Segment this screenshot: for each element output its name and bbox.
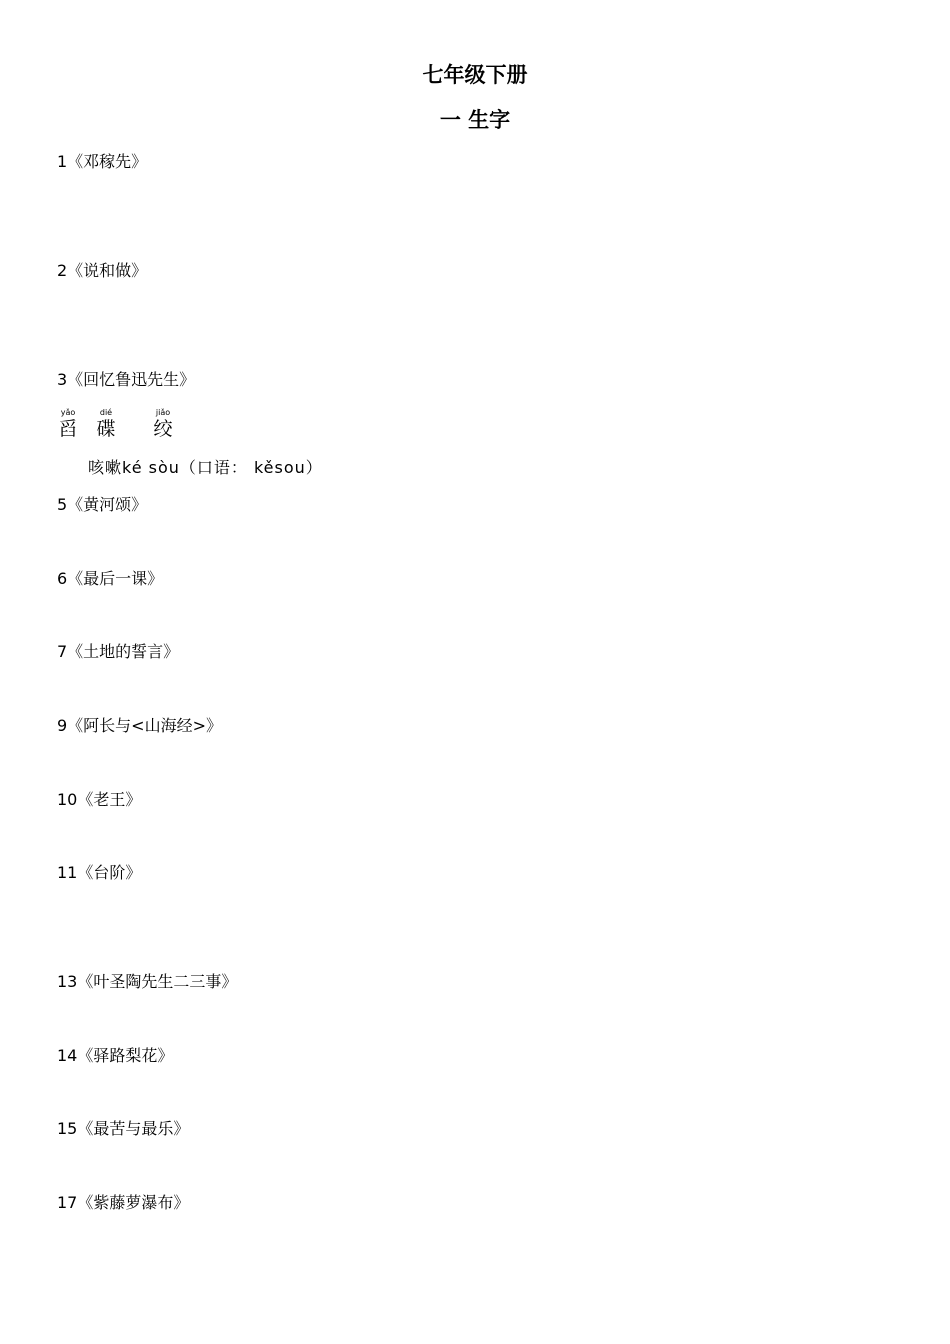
vocab-item xyxy=(152,408,174,440)
lesson-heading: 7《土地的誓言》 xyxy=(57,642,180,661)
pinyin: dié xyxy=(99,408,113,417)
vocab-character: 绞 xyxy=(153,418,173,440)
lesson-heading: 2《说和做》 xyxy=(57,261,148,280)
lesson-heading: 15《最苦与最乐》 xyxy=(57,1119,190,1138)
vocab-item xyxy=(57,408,79,440)
section-title: 一 生字 xyxy=(439,108,511,132)
lesson-heading: 17《紫藤萝瀑布》 xyxy=(57,1193,190,1212)
vocab-character: 舀 xyxy=(58,418,78,440)
lesson-heading: 13《叶圣陶先生二三事》 xyxy=(57,972,238,991)
pronunciation-note: 咳嗽ké sòu（口语： kěsou） xyxy=(88,458,323,477)
lesson-heading: 9《阿长与<山海经>》 xyxy=(57,716,222,735)
lesson-heading: 3《回忆鲁迅先生》 xyxy=(57,370,196,389)
vocab-character: 碟 xyxy=(96,418,116,440)
lesson-heading: 10《老王》 xyxy=(57,790,142,809)
lesson-heading: 11《台阶》 xyxy=(57,863,142,882)
pinyin: yǎo xyxy=(60,408,76,417)
document-title: 七年级下册 xyxy=(422,63,528,87)
pinyin: jiǎo xyxy=(155,408,171,417)
vocab-item xyxy=(95,408,117,440)
lesson-heading: 5《黄河颂》 xyxy=(57,495,148,514)
lesson-heading: 1《邓稼先》 xyxy=(57,152,148,171)
lesson-heading: 14《驿路梨花》 xyxy=(57,1046,174,1065)
lesson-heading: 6《最后一课》 xyxy=(57,569,164,588)
